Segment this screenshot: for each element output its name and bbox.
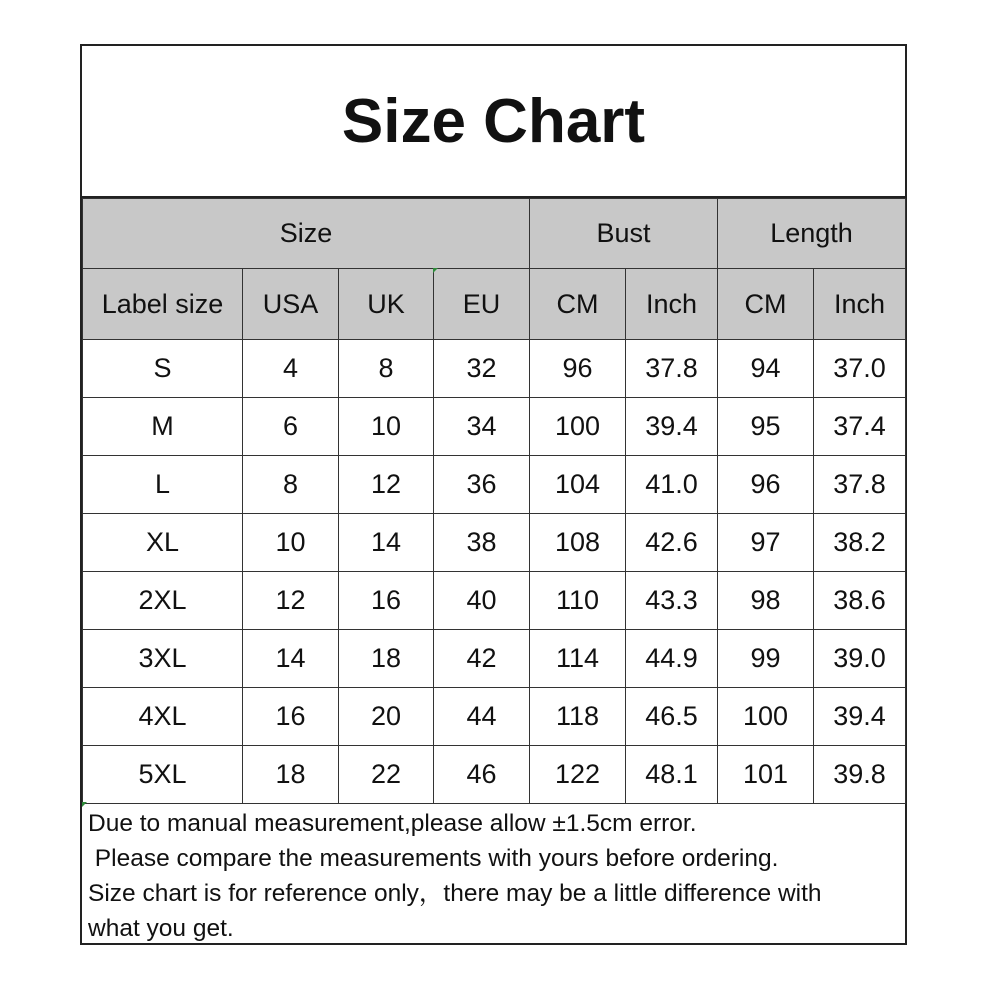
cell-label-size: 4XL <box>83 688 243 746</box>
cell-uk: 12 <box>339 456 434 514</box>
size-table <box>82 198 906 804</box>
cell-label-size: S <box>83 340 243 398</box>
cell-length-cm: 97 <box>718 514 814 572</box>
table-row <box>83 456 906 514</box>
cell-length-cm: 96 <box>718 456 814 514</box>
cell-bust-inch: 48.1 <box>626 746 718 804</box>
cell-uk: 16 <box>339 572 434 630</box>
column-header-bust-cm: CM <box>530 269 626 340</box>
cell-length-cm: 98 <box>718 572 814 630</box>
cell-length-cm: 100 <box>718 688 814 746</box>
cell-usa: 4 <box>243 340 339 398</box>
column-header-length-inch: Inch <box>814 269 906 340</box>
cell-label-size: 2XL <box>83 572 243 630</box>
cell-label-size: XL <box>83 514 243 572</box>
column-header-eu: EU <box>434 269 530 340</box>
cell-eu: 46 <box>434 746 530 804</box>
cell-eu: 34 <box>434 398 530 456</box>
cell-bust-inch: 46.5 <box>626 688 718 746</box>
cell-bust-inch: 42.6 <box>626 514 718 572</box>
cell-usa: 16 <box>243 688 339 746</box>
cell-bust-cm: 122 <box>530 746 626 804</box>
column-header-row <box>83 269 906 340</box>
cell-eu: 40 <box>434 572 530 630</box>
cell-bust-inch: 37.8 <box>626 340 718 398</box>
cell-bust-cm: 118 <box>530 688 626 746</box>
cell-length-inch: 37.0 <box>814 340 906 398</box>
table-row <box>83 630 906 688</box>
note-line: Please compare the measurements with yours before ordering. <box>88 845 779 872</box>
cell-length-cm: 94 <box>718 340 814 398</box>
cell-length-inch: 38.2 <box>814 514 906 572</box>
note-line: what you get. <box>88 915 234 942</box>
table-row <box>83 572 906 630</box>
cell-marker-icon <box>82 802 87 807</box>
cell-label-size: L <box>83 456 243 514</box>
cell-usa: 12 <box>243 572 339 630</box>
cell-length-inch: 39.0 <box>814 630 906 688</box>
cell-uk: 14 <box>339 514 434 572</box>
cell-uk: 8 <box>339 340 434 398</box>
cell-bust-cm: 96 <box>530 340 626 398</box>
table-row <box>83 514 906 572</box>
cell-usa: 6 <box>243 398 339 456</box>
table-body <box>83 340 906 804</box>
cell-uk: 10 <box>339 398 434 456</box>
cell-usa: 14 <box>243 630 339 688</box>
cell-label-size: 3XL <box>83 630 243 688</box>
cell-uk: 22 <box>339 746 434 804</box>
measurement-notes <box>88 806 903 946</box>
cell-bust-inch: 44.9 <box>626 630 718 688</box>
group-header-size: Size <box>83 199 530 269</box>
cell-bust-inch: 41.0 <box>626 456 718 514</box>
page-title: Size Chart <box>82 46 905 198</box>
cell-usa: 18 <box>243 746 339 804</box>
table-row <box>83 746 906 804</box>
cell-length-cm: 101 <box>718 746 814 804</box>
cell-length-cm: 95 <box>718 398 814 456</box>
cell-length-inch: 38.6 <box>814 572 906 630</box>
cell-length-inch: 39.8 <box>814 746 906 804</box>
cell-bust-cm: 110 <box>530 572 626 630</box>
cell-length-inch: 37.4 <box>814 398 906 456</box>
cell-uk: 18 <box>339 630 434 688</box>
column-header-length-cm: CM <box>718 269 814 340</box>
cell-bust-cm: 114 <box>530 630 626 688</box>
cell-eu: 42 <box>434 630 530 688</box>
cell-bust-cm: 104 <box>530 456 626 514</box>
column-header-label-size: Label size <box>83 269 243 340</box>
table-row <box>83 398 906 456</box>
column-header-bust-inch: Inch <box>626 269 718 340</box>
cell-eu: 32 <box>434 340 530 398</box>
cell-bust-inch: 39.4 <box>626 398 718 456</box>
cell-label-size: 5XL <box>83 746 243 804</box>
cell-eu: 38 <box>434 514 530 572</box>
cell-marker-icon <box>433 268 438 273</box>
cell-length-inch: 37.8 <box>814 456 906 514</box>
table-row <box>83 688 906 746</box>
column-header-uk: UK <box>339 269 434 340</box>
cell-bust-inch: 43.3 <box>626 572 718 630</box>
table-row <box>83 340 906 398</box>
size-chart-sheet <box>80 44 907 945</box>
note-line: Due to manual measurement,please allow ±1.5cm error. <box>88 810 697 837</box>
cell-usa: 8 <box>243 456 339 514</box>
group-header-row <box>83 199 906 269</box>
cell-uk: 20 <box>339 688 434 746</box>
group-header-length: Length <box>718 199 906 269</box>
cell-eu: 44 <box>434 688 530 746</box>
cell-length-inch: 39.4 <box>814 688 906 746</box>
cell-length-cm: 99 <box>718 630 814 688</box>
cell-bust-cm: 108 <box>530 514 626 572</box>
column-header-usa: USA <box>243 269 339 340</box>
note-line: Size chart is for reference only，there may be a little difference with <box>88 880 822 907</box>
group-header-bust: Bust <box>530 199 718 269</box>
cell-bust-cm: 100 <box>530 398 626 456</box>
cell-eu: 36 <box>434 456 530 514</box>
cell-label-size: M <box>83 398 243 456</box>
cell-usa: 10 <box>243 514 339 572</box>
